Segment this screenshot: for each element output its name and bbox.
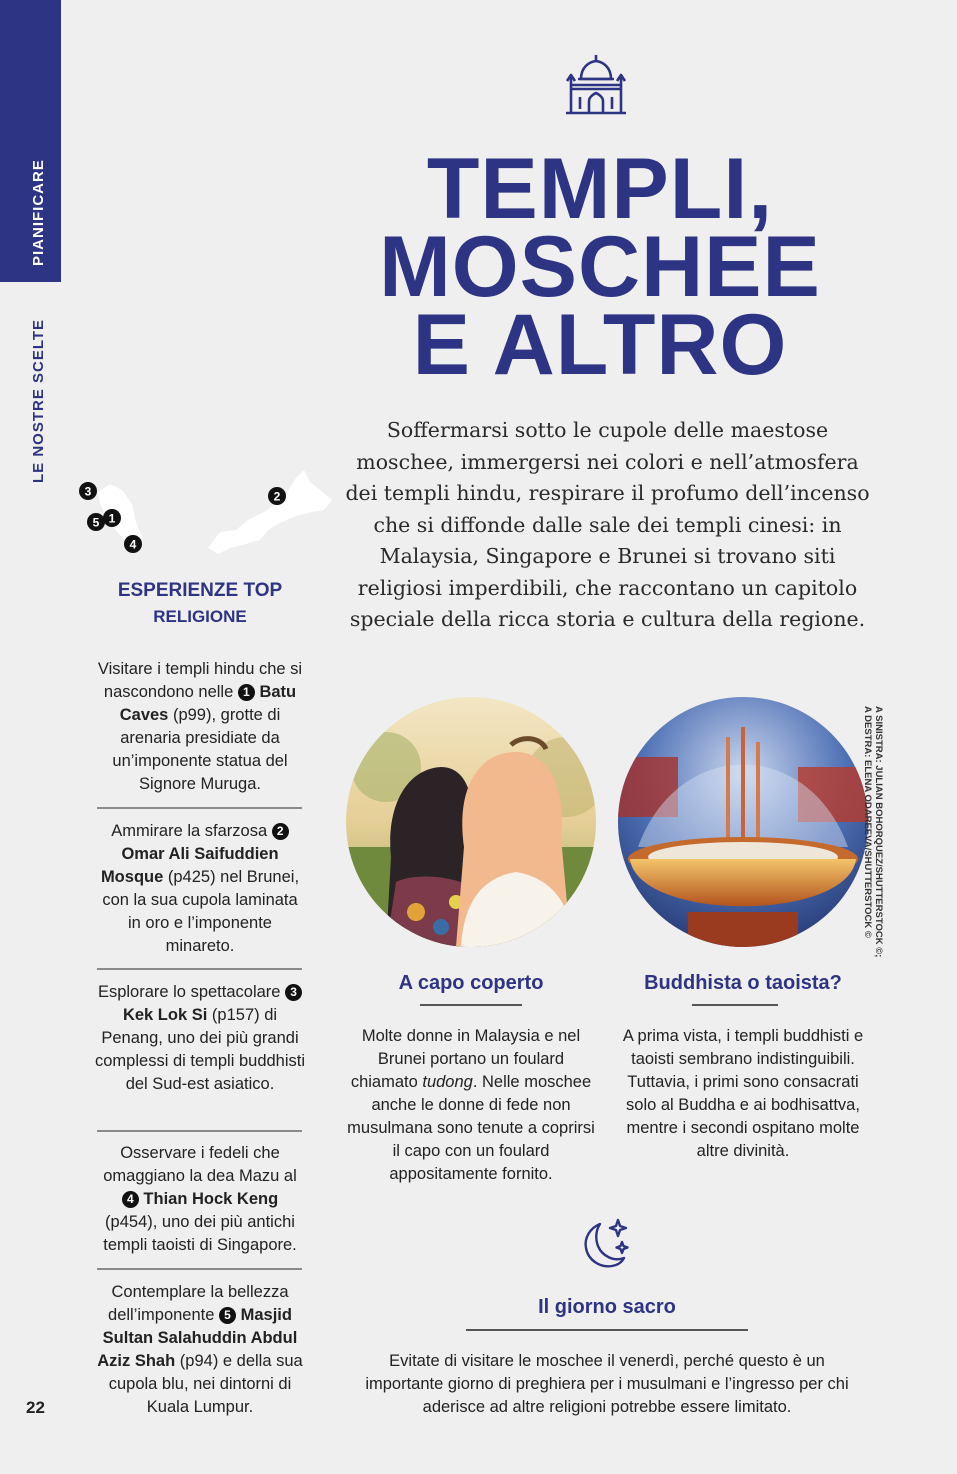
place-name: Kek Lok Si bbox=[122, 1006, 208, 1024]
photo-incense-burner bbox=[618, 697, 868, 947]
heading-rule bbox=[420, 1004, 522, 1006]
map bbox=[70, 460, 340, 570]
svg-text:4: 4 bbox=[129, 537, 137, 552]
place-name: Omar Ali Saifuddien Mosque bbox=[100, 845, 279, 886]
number-badge: 4 bbox=[122, 1191, 139, 1208]
photo-credit: A SINISTRA: JULIAN BOHORQUEZ/SHUTTERSTOCK ©; A DESTRA: ELENA ODAREEVA/SHUTTERSTOCK © bbox=[862, 706, 884, 958]
box-heading: A capo coperto bbox=[398, 972, 544, 994]
number-badge: 1 bbox=[238, 684, 255, 701]
top-experiences-subheading: RELIGIONE bbox=[153, 607, 247, 626]
heading-rule bbox=[692, 1004, 778, 1006]
svg-text:5: 5 bbox=[92, 515, 100, 530]
box-text: A prima vista, i templi buddhisti e taoisti sembrano indistinguibili. Tuttavia, i primi sono consacrati solo al Buddha e ai bodhisattva, mentre i secondi ospitano molte altre divinità. bbox=[622, 1027, 864, 1160]
divider bbox=[97, 968, 302, 970]
place-name: Batu Caves bbox=[119, 683, 297, 724]
section-label: PIANIFICARE bbox=[30, 159, 47, 266]
divider bbox=[97, 1130, 302, 1132]
page-title bbox=[300, 141, 900, 393]
list-item: Esplorare lo spettacolare 3 Kek Lok Si (p157) di Penang, uno dei più grandi complessi di templi buddhisti del Sud-est asiatico. bbox=[95, 983, 306, 1093]
divider bbox=[97, 807, 302, 809]
mosque-icon bbox=[563, 53, 629, 117]
map-marker bbox=[103, 509, 121, 527]
page-number: 22 bbox=[26, 1398, 45, 1417]
list-item: Visitare i templi hindu che si nascondono nelle 1 Batu Caves (p99), grotte di arenaria presidiate da un’imponente statua del Signore Muruga. bbox=[97, 660, 303, 793]
svg-text:3: 3 bbox=[84, 484, 92, 499]
borneo-shape bbox=[208, 470, 332, 554]
map-marker bbox=[268, 487, 286, 505]
divider bbox=[97, 1268, 302, 1270]
number-badge: 2 bbox=[272, 823, 289, 840]
box-heading: Il giorno sacro bbox=[538, 1296, 676, 1318]
subsection-label: LE NOSTRE SCELTE bbox=[30, 318, 47, 483]
title-line: MOSCHEE bbox=[379, 219, 821, 315]
top-experiences-heading: ESPERIENZE TOP bbox=[117, 580, 283, 601]
map-marker bbox=[87, 513, 105, 531]
crescent-moon-stars-icon bbox=[578, 1216, 636, 1274]
heading-rule bbox=[466, 1329, 748, 1331]
list-item: Contemplare la bellezza dell’imponente 5 Masjid Sultan Salahuddin Abdul Aziz Shah (p94) e della sua cupola blu, nei dintorni di Kuala Lumpur. bbox=[97, 1283, 303, 1416]
title-line: TEMPLI, bbox=[426, 141, 774, 237]
place-name: Masjid Sultan Salahuddin Abdul Aziz Shah bbox=[97, 1306, 298, 1370]
box-heading: Buddhista o taoista? bbox=[644, 972, 842, 994]
svg-text:1: 1 bbox=[108, 511, 116, 526]
intro-paragraph: Soffermarsi sotto le cupole delle maestose moschee, immergersi nei colori e nell’atmosfera dei templi hindu, respirare il profumo dell’incenso che si diffonde dalle sale dei templi cinesi: in Malaysia, Singapore e Brunei si trovano siti religiosi imperdibili, che raccontano un capitolo speciale della ricca storia e cultura della regione. bbox=[345, 418, 870, 631]
photo-women-headscarves bbox=[346, 697, 596, 947]
number-badge: 3 bbox=[285, 984, 302, 1001]
list-item: Osservare i fedeli che omaggiano la dea Mazu al 4 Thian Hock Keng (p454), uno dei più antichi templi taoisti di Singapore. bbox=[103, 1144, 297, 1254]
box-text: Evitate di visitare le moschee il venerdì, perché questo è un importante giorno di preghiera per i musulmani e l’ingresso per chi aderisce ad altre religioni potrebbe essere limitato. bbox=[365, 1352, 849, 1416]
title-line: E ALTRO bbox=[412, 297, 788, 393]
box-text: Molte donne in Malaysia e nel Brunei portano un foulard chiamato tudong. Nelle moschee anche le donne di fede non musulmana sono tenute a coprirsi il capo con un foulard appositamente fornito. bbox=[347, 1027, 595, 1183]
svg-text:2: 2 bbox=[273, 489, 281, 504]
map-marker bbox=[79, 482, 97, 500]
map-marker bbox=[124, 535, 142, 553]
list-item: Ammirare la sfarzosa 2 Omar Ali Saifuddien Mosque (p425) nel Brunei, con la sua cupola laminata in oro e l’imponente minareto. bbox=[100, 822, 300, 955]
place-name: Thian Hock Keng bbox=[143, 1190, 279, 1208]
number-badge: 5 bbox=[219, 1307, 236, 1324]
